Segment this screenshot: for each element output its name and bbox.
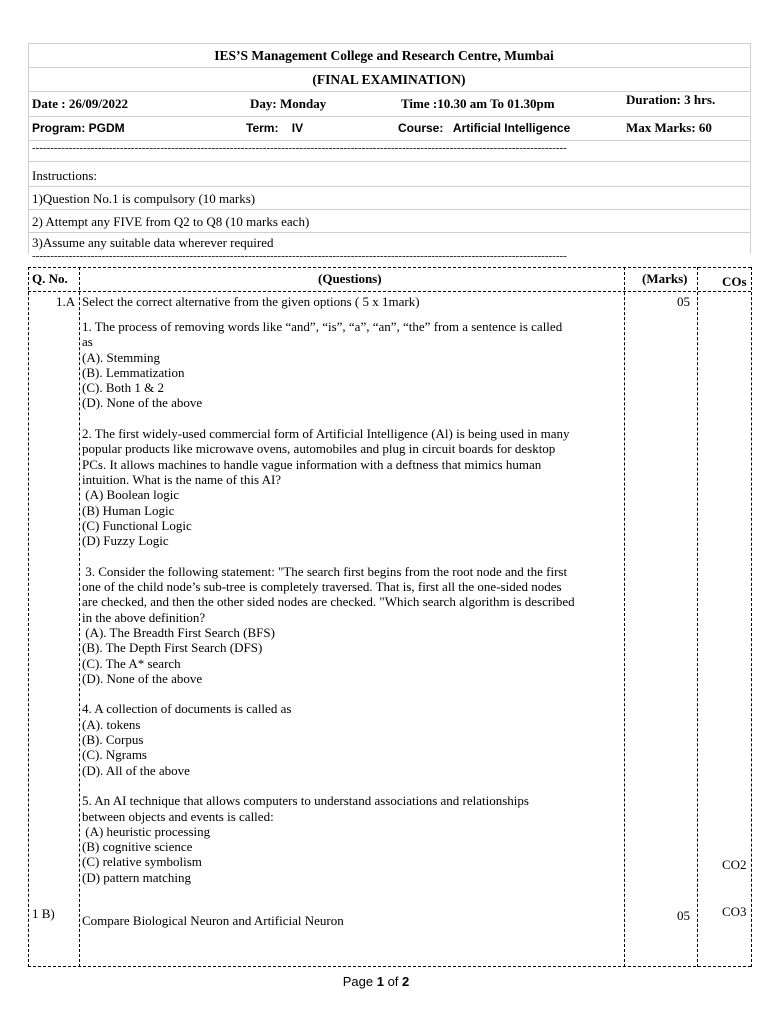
question-line: (D). None of the above bbox=[82, 670, 203, 686]
program: Program: PGDM bbox=[32, 121, 125, 135]
question-text: Compare Biological Neuron and Artificial Neuron bbox=[82, 913, 344, 928]
college-name: IES’S Management College and Research Centre, Mumbai bbox=[214, 48, 554, 63]
col-header-marks: (Marks) bbox=[642, 271, 688, 286]
separator-line: -------------------------------------------------------------------------------------------------------------------------------------------------- bbox=[32, 250, 567, 262]
header-divider bbox=[28, 116, 751, 117]
question-line bbox=[82, 548, 624, 563]
separator-line: -------------------------------------------------------------------------------------------------------------------------------------------------- bbox=[32, 142, 567, 154]
table-top-border bbox=[28, 267, 751, 268]
question-line: (B). Corpus bbox=[82, 732, 144, 748]
course: Course: Artificial Intelligence bbox=[398, 121, 571, 135]
question-line: (A) Boolean logic bbox=[82, 487, 180, 503]
exam-title: (FINAL EXAMINATION) bbox=[312, 72, 466, 87]
header-divider bbox=[28, 67, 751, 68]
instruction-item: 3)Assume any suitable data wherever required bbox=[32, 235, 274, 250]
page-number: 1 bbox=[376, 974, 384, 989]
question-co: CO2 bbox=[722, 857, 747, 872]
question-line: (D) pattern matching bbox=[82, 869, 192, 885]
question-line: are checked, and then the other sided nodes are checked. "Which search algorithm is described bbox=[82, 594, 575, 610]
instructions-divider bbox=[28, 186, 751, 187]
question-line: PCs. It allows machines to handle vague information with a deftness that mimics human bbox=[82, 456, 542, 472]
question-line: one of the child node’s sub-tree is completely traversed. That is, first all the one-sided nodes bbox=[82, 579, 562, 595]
question-line: popular products like microwave ovens, automobiles and plug in circuit boards for desktop bbox=[82, 441, 556, 457]
question-line bbox=[82, 411, 624, 426]
question-marks: 05 bbox=[677, 908, 690, 923]
max-marks: Max Marks: 60 bbox=[626, 120, 712, 135]
instructions-divider bbox=[28, 232, 751, 233]
question-line: (A). Stemming bbox=[82, 349, 160, 365]
question-line: 5. An AI technique that allows computers to understand associations and relationships bbox=[82, 793, 529, 809]
exam-date: Date : 26/09/2022 bbox=[32, 96, 129, 111]
question-line: (D). None of the above bbox=[82, 395, 203, 411]
col-divider bbox=[79, 267, 80, 967]
page-label: Page bbox=[342, 974, 374, 989]
table-header-border bbox=[28, 291, 751, 292]
question-line: 3. Consider the following statement: "The search first begins from the root node and the first bbox=[82, 563, 568, 579]
question-line: (A). tokens bbox=[82, 716, 141, 732]
question-line: (A) heuristic processing bbox=[82, 823, 211, 839]
instructions-divider bbox=[28, 209, 751, 210]
instructions-title: Instructions: bbox=[32, 168, 97, 183]
col-header-questions: (Questions) bbox=[318, 271, 382, 286]
question-line: (C). Both 1 & 2 bbox=[82, 380, 164, 396]
question-line: (C). The A* search bbox=[82, 655, 181, 671]
term: Term: IV bbox=[246, 121, 304, 135]
table-left-border bbox=[28, 267, 29, 967]
question-line: 4. A collection of documents is called as bbox=[82, 701, 292, 717]
of-label: of bbox=[387, 974, 399, 989]
question-number: 1.A bbox=[56, 294, 76, 309]
question-line: (D) Fuzzy Logic bbox=[82, 533, 169, 549]
question-line: (C) relative symbolism bbox=[82, 854, 202, 870]
question-line: between objects and events is called: bbox=[82, 808, 274, 824]
question-line bbox=[82, 686, 624, 701]
question-line: (C) Functional Logic bbox=[82, 517, 192, 533]
question-line: 1. The process of removing words like “and”, “is”, “a”, “an”, “the” from a sentence is called bbox=[82, 319, 563, 334]
exam-day: Day: Monday bbox=[250, 96, 327, 111]
question-line: (B) Human Logic bbox=[82, 502, 175, 518]
table-bottom-border bbox=[28, 966, 751, 967]
question-line: 2. The first widely-used commercial form of Artificial Intelligence (Al) is being used in many bbox=[82, 426, 570, 442]
exam-duration: Duration: 3 hrs. bbox=[626, 92, 716, 107]
question-line bbox=[82, 778, 624, 793]
exam-time: Time :10.30 am To 01.30pm bbox=[401, 96, 555, 111]
question-intro: Select the correct alternative from the given options ( 5 x 1mark) bbox=[82, 294, 420, 309]
col-header-cos: COs bbox=[722, 274, 747, 289]
header-divider bbox=[28, 140, 751, 141]
question-body bbox=[82, 319, 624, 885]
col-header-qno: Q. No. bbox=[32, 271, 68, 286]
col-divider bbox=[697, 267, 698, 967]
question-co: CO3 bbox=[722, 904, 747, 919]
question-line: intuition. What is the name of this AI? bbox=[82, 471, 282, 487]
table-right-border bbox=[751, 267, 752, 967]
instruction-item: 1)Question No.1 is compulsory (10 marks) bbox=[32, 191, 256, 206]
question-line: (A). The Breadth First Search (BFS) bbox=[82, 624, 275, 640]
question-line: (C). Ngrams bbox=[82, 747, 147, 763]
question-line: (B). Lemmatization bbox=[82, 364, 185, 380]
page-total: 2 bbox=[402, 974, 410, 989]
question-line: (B) cognitive science bbox=[82, 839, 193, 855]
question-line: (B). The Depth First Search (DFS) bbox=[82, 640, 263, 656]
question-number: 1 B) bbox=[32, 906, 55, 921]
question-marks: 05 bbox=[677, 294, 690, 309]
instruction-item: 2) Attempt any FIVE from Q2 to Q8 (10 marks each) bbox=[32, 214, 310, 229]
page-footer bbox=[0, 974, 752, 989]
question-line: in the above definition? bbox=[82, 609, 206, 625]
question-line: (D). All of the above bbox=[82, 762, 190, 778]
col-divider bbox=[624, 267, 625, 967]
question-line: as bbox=[82, 334, 93, 350]
